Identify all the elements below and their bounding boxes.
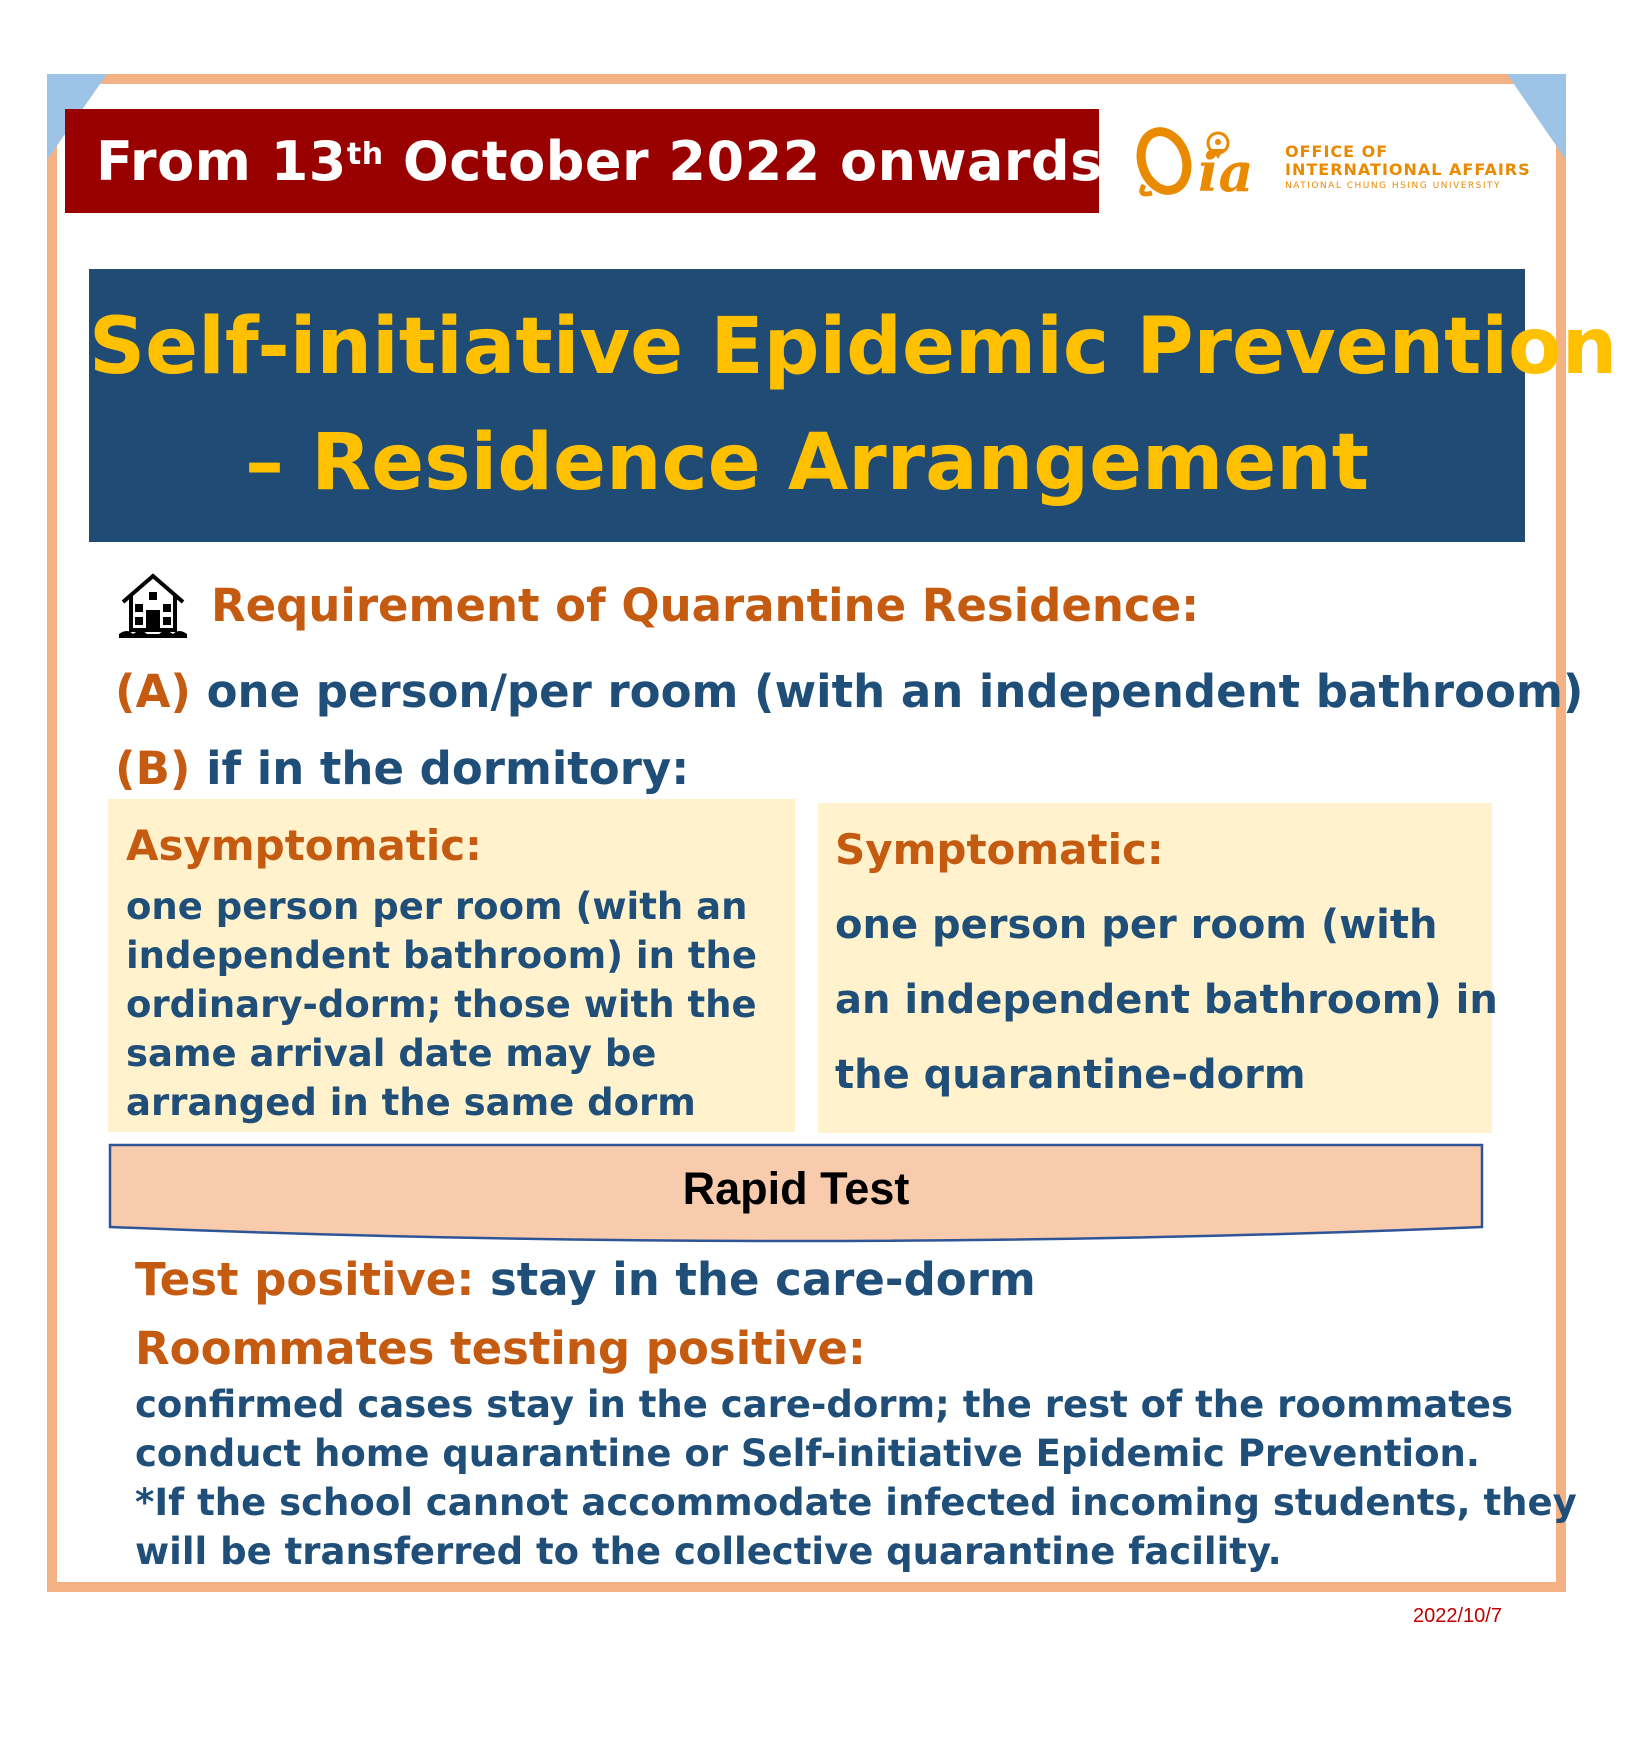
house-icon [117, 570, 189, 640]
option-a-text: one person/per room (with an independent bathroom) [206, 665, 1584, 718]
roommates-line: will be transferred to the collective quarantine facility. [135, 1530, 1282, 1573]
date-banner-suffix: October 2022 onwards [383, 129, 1103, 193]
asymptomatic-body [126, 882, 795, 1127]
date-banner: From 13 $^{th}$ October 2022 onwards [65, 109, 1099, 213]
logo-line-2: INTERNATIONAL AFFAIRS [1285, 160, 1531, 179]
asymptomatic-line: arranged in the same dorm [126, 1081, 696, 1124]
date-banner-prefix: From 13 [96, 129, 347, 193]
test-positive-label: Test positive: [135, 1253, 475, 1306]
oia-logo-mark [1132, 113, 1282, 203]
symptomatic-line: one person per room (with [835, 902, 1438, 948]
test-positive-text: stay in the care-dorm [490, 1253, 1036, 1306]
option-b-text: if in the dormitory: [206, 742, 690, 795]
asymptomatic-line: independent bathroom) in the [126, 934, 757, 977]
title-line-2: – Residence Arrangement [244, 418, 1370, 508]
rapid-test-banner [108, 1143, 1484, 1248]
logo-line-3: NATIONAL CHUNG HSING UNIVERSITY [1285, 181, 1502, 191]
option-a-marker: (A) [115, 665, 191, 718]
asymptomatic-heading: Asymptomatic: [126, 821, 482, 870]
footer-date: 2022/10/7 [1413, 1605, 1502, 1627]
option-a [115, 665, 1583, 718]
roommates-line: conduct home quarantine or Self-initiative Epidemic Prevention. [135, 1432, 1480, 1475]
asymptomatic-box [108, 799, 795, 1132]
logo-line-1: OFFICE OF [1285, 142, 1389, 161]
symptomatic-body [835, 888, 1498, 1113]
title-block [89, 269, 1618, 542]
option-b [115, 742, 689, 795]
oia-logo-text [1285, 143, 1531, 191]
rapid-test-label: Rapid Test [682, 1163, 910, 1214]
symptomatic-box [818, 803, 1498, 1133]
svg-text:ia: ia [1198, 140, 1254, 203]
asymptomatic-line: same arrival date may be [126, 1032, 657, 1075]
test-positive-row [135, 1253, 1036, 1306]
oia-logo [1132, 113, 1532, 203]
roommates-heading: Roommates testing positive: [135, 1322, 866, 1375]
asymptomatic-line: ordinary-dorm; those with the [126, 983, 757, 1026]
title-line-1: Self-initiative Epidemic Prevention [89, 302, 1618, 392]
symptomatic-line: the quarantine-dorm [835, 1052, 1306, 1098]
requirement-heading-row [117, 570, 1199, 640]
requirement-heading: Requirement of Quarantine Residence: [211, 578, 1200, 632]
roommates-line: *If the school cannot accommodate infected incoming students, they [135, 1481, 1577, 1524]
symptomatic-heading: Symptomatic: [835, 825, 1164, 874]
symptomatic-line: an independent bathroom) in [835, 977, 1498, 1023]
asymptomatic-line: one person per room (with an [126, 885, 748, 928]
option-b-marker: (B) [115, 742, 191, 795]
roommates-body [135, 1380, 1577, 1576]
roommates-line: confirmed cases stay in the care-dorm; the rest of the roommates [135, 1383, 1514, 1426]
